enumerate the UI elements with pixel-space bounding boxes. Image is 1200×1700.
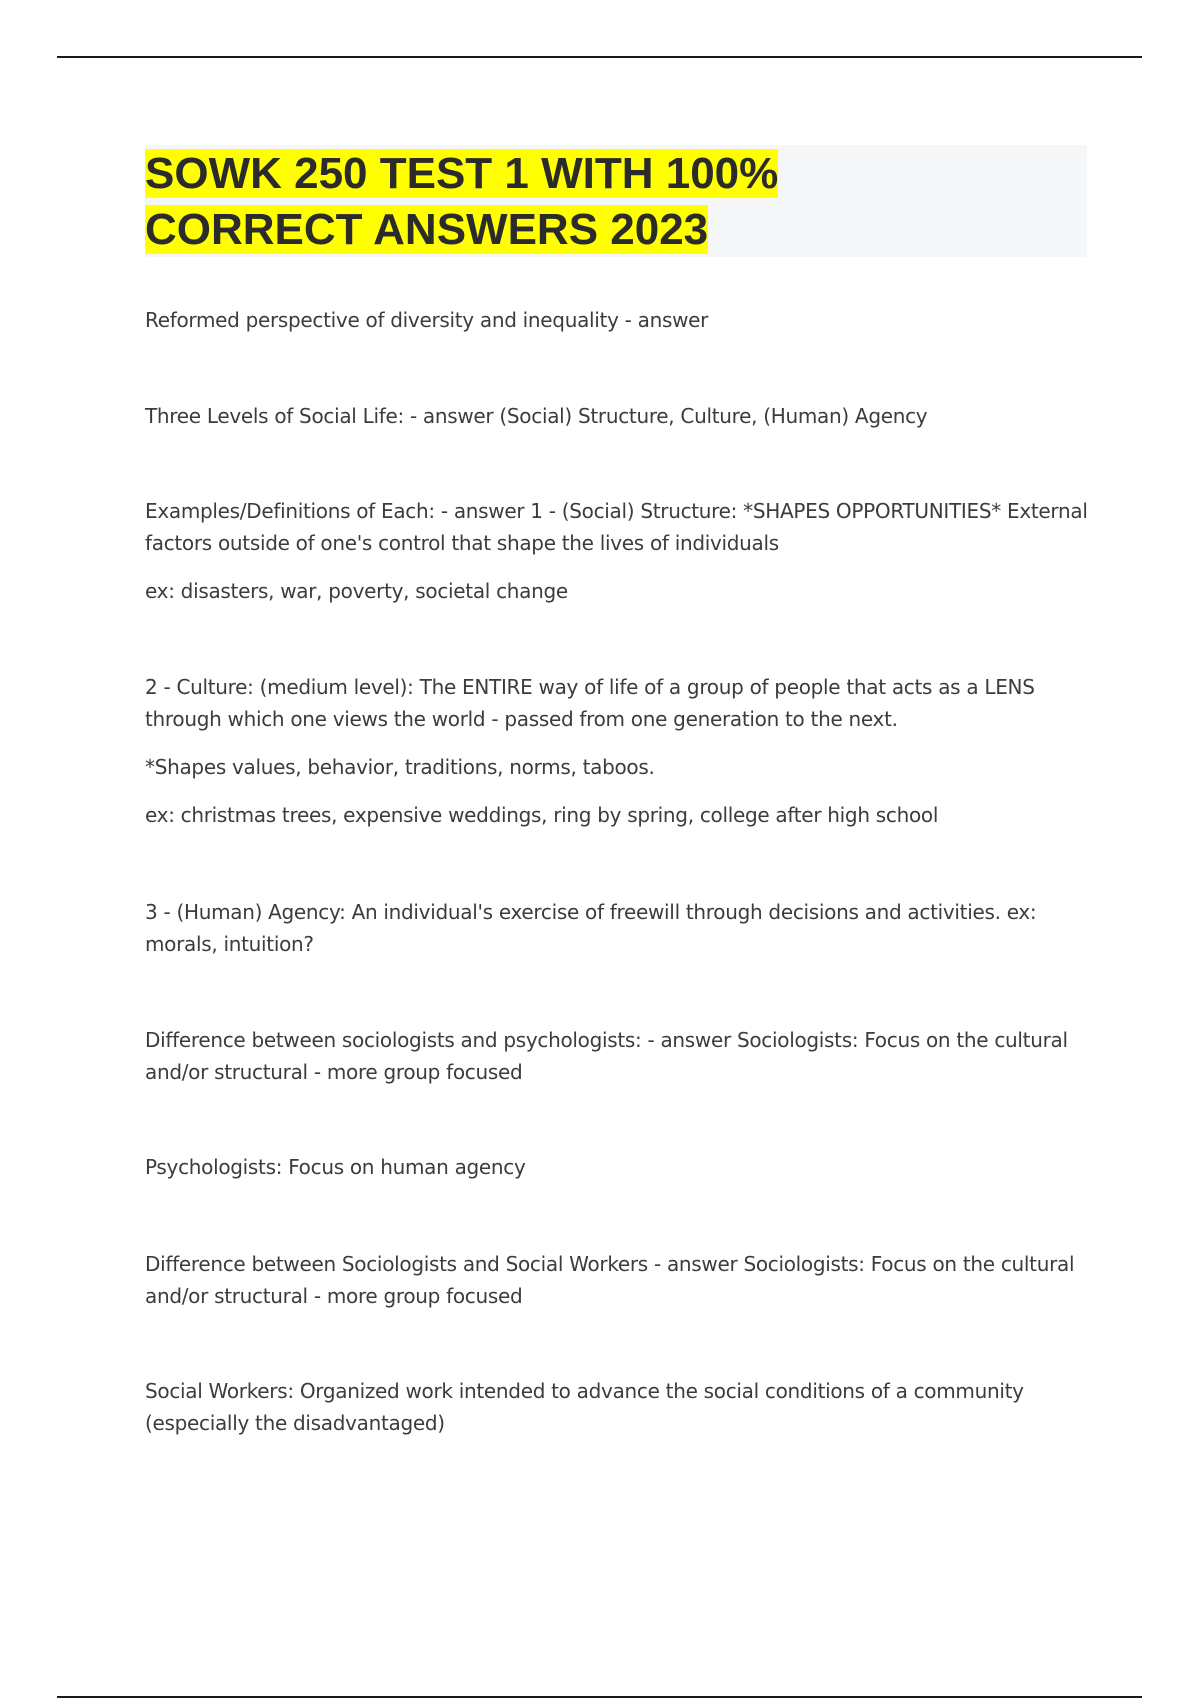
paragraph-structure-examples: ex: disasters, war, poverty, societal change <box>145 579 568 603</box>
paragraph-culture-examples: ex: christmas trees, expensive weddings, ring by spring, college after high school <box>145 803 939 827</box>
paragraph-human-agency: 3 - (Human) Agency: An individual's exercise of freewill through decisions and activities. ex: morals, intuition? <box>145 900 1037 956</box>
paragraph-culture: 2 - Culture: (medium level): The ENTIRE way of life of a group of people that acts as a LENS through which one views the world - passed from one generation to the next. <box>145 675 1035 731</box>
paragraph-psychologists: Psychologists: Focus on human agency <box>145 1155 526 1179</box>
title-highlight: SOWK 250 TEST 1 WITH 100% CORRECT ANSWERS 2023 <box>145 149 779 254</box>
paragraph-examples-definitions: Examples/Definitions of Each: - answer 1 - (Social) Structure: *SHAPES OPPORTUNITIES* External factors outside of one's control that shape the lives of individuals <box>145 499 1088 555</box>
document-title <box>145 146 925 258</box>
paragraph-culture-shapes: *Shapes values, behavior, traditions, norms, taboos. <box>145 755 655 779</box>
paragraph-sociologists-vs-social-workers: Difference between Sociologists and Social Workers - answer Sociologists: Focus on the cultural and/or structural - more group focused <box>145 1252 1075 1308</box>
bottom-rule <box>57 1696 1142 1698</box>
paragraph-sociologists-vs-psychologists: Difference between sociologists and psychologists: - answer Sociologists: Focus on the cultural and/or structural - more group focused <box>145 1028 1068 1084</box>
paragraph-reformed-perspective: Reformed perspective of diversity and inequality - answer <box>145 308 709 332</box>
paragraph-three-levels: Three Levels of Social Life: - answer (Social) Structure, Culture, (Human) Agency <box>145 404 928 428</box>
paragraph-social-workers: Social Workers: Organized work intended to advance the social conditions of a community (especially the disadvantaged) <box>145 1379 1024 1435</box>
top-rule <box>57 56 1142 58</box>
